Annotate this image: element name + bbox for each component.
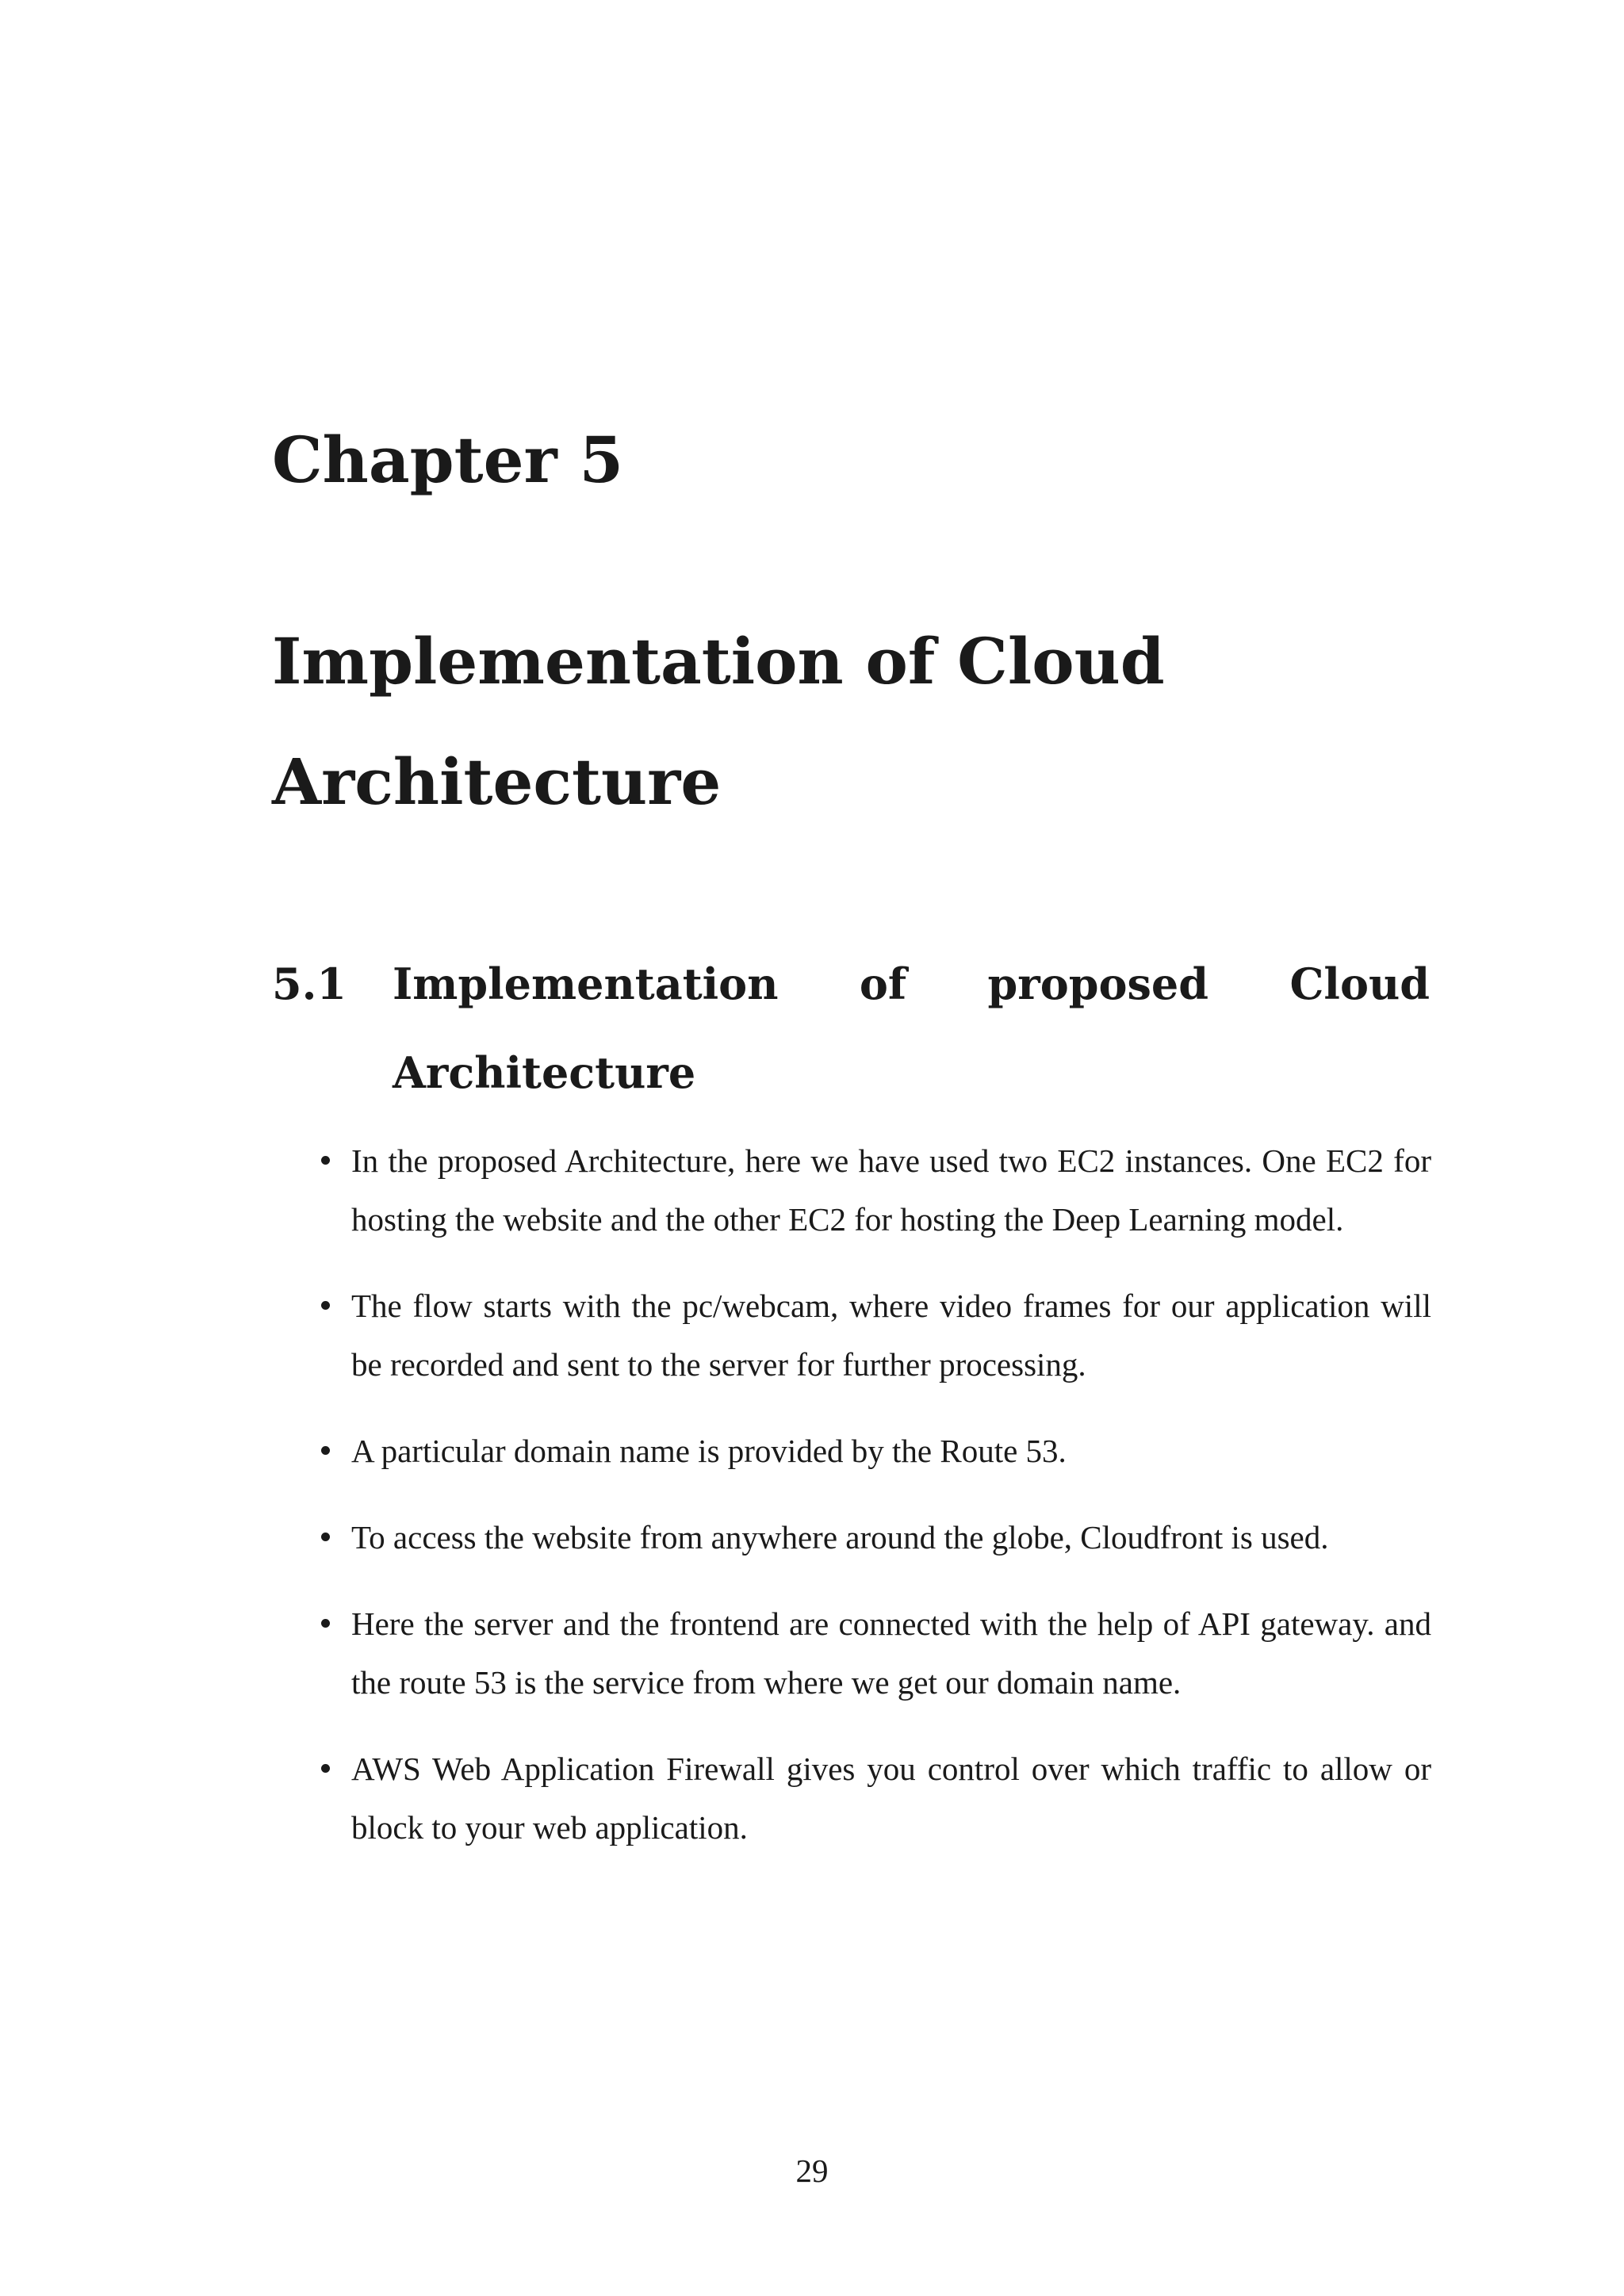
list-item [272,1739,1431,1857]
section-title-word: of [859,959,907,1009]
list-item [272,1131,1431,1249]
bullet-icon [321,1764,330,1773]
list-item-text: A particular domain name is provided by the Route 53. [351,1433,1067,1469]
section-title-word: proposed [987,959,1209,1009]
list-item-text: Here the server and the frontend are connected with the help of API gateway. and the route 53 is the service from where we get our domain name. [351,1605,1431,1701]
section-number: 5.1 [272,959,347,1009]
bullet-list [272,1131,1431,1885]
list-item [272,1508,1431,1567]
list-item-text: AWS Web Application Firewall gives you control over which traffic to allow or block to your web application. [351,1751,1431,1846]
chapter-title: Implementation of Cloud Architecture [272,624,1165,819]
bullet-icon [321,1533,330,1541]
bullet-icon [321,1301,330,1310]
section-title [393,939,1430,1117]
bullet-icon [321,1446,330,1455]
list-item-text: In the proposed Architecture, here we have used two EC2 instances. One EC2 for hosting the website and the other EC2 for hosting the Deep Learning model. [351,1142,1431,1238]
section-heading [272,939,1430,1117]
list-item [272,1422,1431,1480]
page-number: 29 [795,2152,829,2189]
list-item-text: The flow starts with the pc/webcam, where video frames for our application will be recorded and sent to the server for further processing. [351,1288,1431,1383]
section-title-line-1 [393,939,1430,1028]
list-item [272,1276,1431,1394]
bullet-icon [321,1156,330,1165]
bullet-icon [321,1619,330,1628]
section-title-line-2: Architecture [393,1047,696,1098]
section-title-word: Cloud [1289,959,1430,1009]
chapter-label: Chapter 5 [272,423,624,497]
list-item [272,1594,1431,1712]
section-title-word: Implementation [393,959,779,1009]
list-item-text: To access the website from anywhere around the globe, Cloudfront is used. [351,1519,1329,1556]
